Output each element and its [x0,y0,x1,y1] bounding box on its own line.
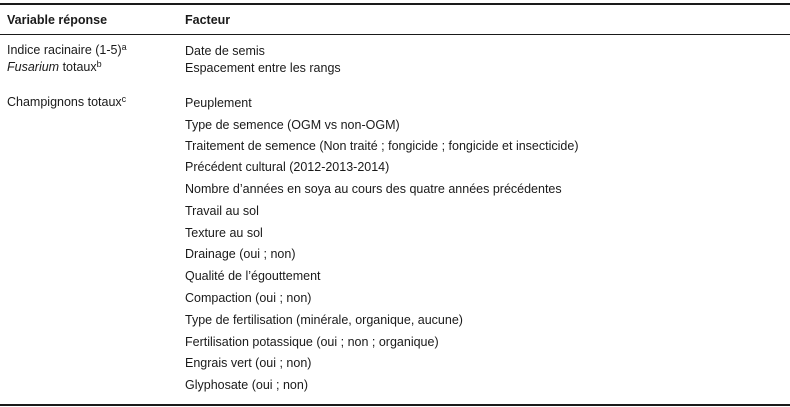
facteur-row: Engrais vert (oui ; non) [185,356,312,370]
table-header-rule [0,34,790,35]
variable-label-italic: Fusarium [7,60,60,74]
variable-champignons-totaux [7,95,126,110]
facteur-row: Fertilisation potassique (oui ; non ; organique) [185,335,439,349]
variable-fusarium-totaux [7,60,102,75]
footnote-marker: a [121,42,127,52]
facteur-row: Drainage (oui ; non) [185,247,296,261]
facteur-row: Traitement de semence (Non traité ; fongicide ; fongicide et insecticide) [185,139,579,153]
header-variable-reponse: Variable réponse [7,13,108,27]
variable-indice-racinaire [7,43,127,58]
facteur-row: Type de semence (OGM vs non-OGM) [185,118,400,132]
facteur-row: Travail au sol [185,204,259,218]
footnote-marker: b [96,59,102,69]
facteur-row: Glyphosate (oui ; non) [185,378,308,392]
facteur-row: Compaction (oui ; non) [185,291,312,305]
footnote-marker: c [121,94,127,104]
facteur-row: Type de fertilisation (minérale, organique, aucune) [185,313,463,327]
variable-label: Champignons totaux [7,95,122,109]
header-facteur: Facteur [185,13,231,27]
variable-label: totaux [59,60,97,74]
table-top-rule [0,3,790,5]
facteur-row: Précédent cultural (2012-2013-2014) [185,160,390,174]
facteur-row: Nombre d’années en soya au cours des quatre années précédentes [185,182,562,196]
facteur-row: Texture au sol [185,226,263,240]
facteur-row: Qualité de l’égouttement [185,269,321,283]
facteur-row: Peuplement [185,96,252,110]
facteur-row: Date de semis [185,44,265,58]
table-bottom-rule [0,404,790,406]
facteur-row: Espacement entre les rangs [185,61,341,75]
variable-label: Indice racinaire (1-5) [7,43,122,57]
